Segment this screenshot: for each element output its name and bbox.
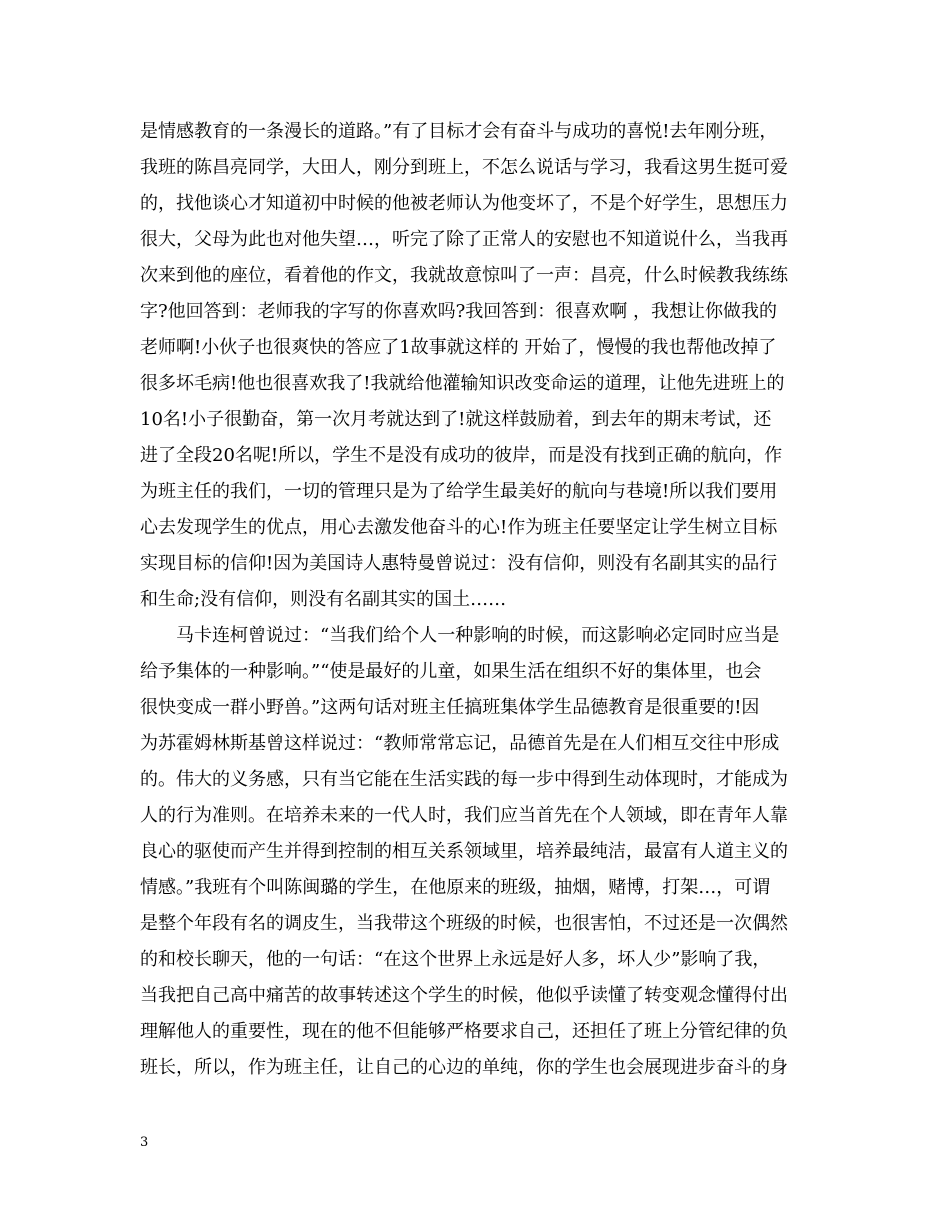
text-line: 很多坏毛病!他也很喜欢我了!我就给他灌输知识改变命运的道理，让他先进班上的 — [140, 373, 785, 394]
page-body-text — [140, 114, 810, 1086]
text-line: 心去发现学生的优点，用心去激发他奋斗的心!作为班主任要坚定让学生树立目标 — [140, 517, 778, 538]
text-line: 字?他回答到：老师我的字写的你喜欢吗?我回答到：很喜欢啊 ，我想让你做我的 — [140, 301, 778, 322]
paragraph — [140, 114, 810, 618]
paragraph — [140, 618, 810, 1086]
text-line: 马卡连柯曾说过：“当我们给个人一种影响的时候，而这影响必定同时应当是 — [176, 625, 780, 646]
page-number: 3 — [140, 1135, 149, 1150]
text-line: 当我把自己高中痛苦的故事转述这个学生的时候，他似乎读懂了转变观念懂得付出 — [140, 985, 788, 1006]
text-line: 很快变成一群小野兽。”这两句话对班主任搞班集体学生品德教育是很重要的!因 — [140, 697, 760, 718]
text-line: 人的行为准则。在培养未来的一代人时，我们应当首先在个人领域，即在青年人靠 — [140, 805, 788, 826]
text-line: 10名!小子很勤奋，第一次月考就达到了!就这样鼓励着，到去年的期末考试，还 — [140, 409, 772, 430]
text-line: 我班的陈昌亮同学，大田人，刚分到班上，不怎么说话与学习，我看这男生挺可爱 — [140, 157, 788, 178]
text-line: 为班主任的我们，一切的管理只是为了给学生最美好的航向与巷境!所以我们要用 — [140, 481, 778, 502]
text-line: 为苏霍姆林斯基曾这样说过：“教师常常忘记，品德首先是在人们相互交往中形成 — [140, 733, 780, 754]
text-line: 情感。”我班有个叫陈闽璐的学生，在他原来的班级，抽烟，赌博，打架…，可谓 — [140, 877, 771, 898]
text-line: 实现目标的信仰!因为美国诗人惠特曼曾说过：没有信仰，则没有名副其实的品行 — [140, 553, 778, 574]
text-line: 进了全段20名呢!所以，学生不是没有成功的彼岸，而是没有找到正确的航向，作 — [140, 445, 783, 466]
text-line: 理解他人的重要性，现在的他不但能够严格要求自己，还担任了班上分管纪律的负 — [140, 1021, 788, 1042]
text-line: 和生命;没有信仰，则没有名副其实的国土…… — [140, 589, 507, 610]
text-line: 良心的驱使而产生并得到控制的相互关系领域里，培养最纯洁，最富有人道主义的 — [140, 841, 788, 862]
text-line: 老师啊!小伙子也很爽快的答应了1故事就这样的 开始了，慢慢的我也帮他改掉了 — [140, 337, 777, 358]
text-line: 的。伟大的义务感，只有当它能在生活实践的每一步中得到生动体现时，才能成为 — [140, 769, 788, 790]
text-line: 是整个年段有名的调皮生，当我带这个班级的时候，也很害怕，不过还是一次偶然 — [140, 913, 788, 934]
text-line: 很大，父母为此也对他失望…，听完了除了正常人的安慰也不知道说什么，当我再 — [140, 229, 788, 250]
text-line: 的和校长聊天，他的一句话：“在这个世界上永远是好人多，坏人少”影响了我， — [140, 949, 771, 970]
text-line: 次来到他的座位，看着他的作文，我就故意惊叫了一声：昌亮，什么时候教我练练 — [140, 265, 788, 286]
text-line: 的，找他谈心才知道初中时候的他被老师认为他变坏了，不是个好学生，思想压力 — [140, 193, 788, 214]
text-line: 是情感教育的一条漫长的道路。”有了目标才会有奋斗与成功的喜悦!去年刚分班， — [140, 121, 778, 142]
text-line: 班长，所以，作为班主任，让自己的心边的单纯，你的学生也会展现进步奋斗的身 — [140, 1057, 788, 1078]
text-line: 给予集体的一种影响。”“使是最好的儿童，如果生活在组织不好的集体里，也会 — [140, 661, 762, 682]
